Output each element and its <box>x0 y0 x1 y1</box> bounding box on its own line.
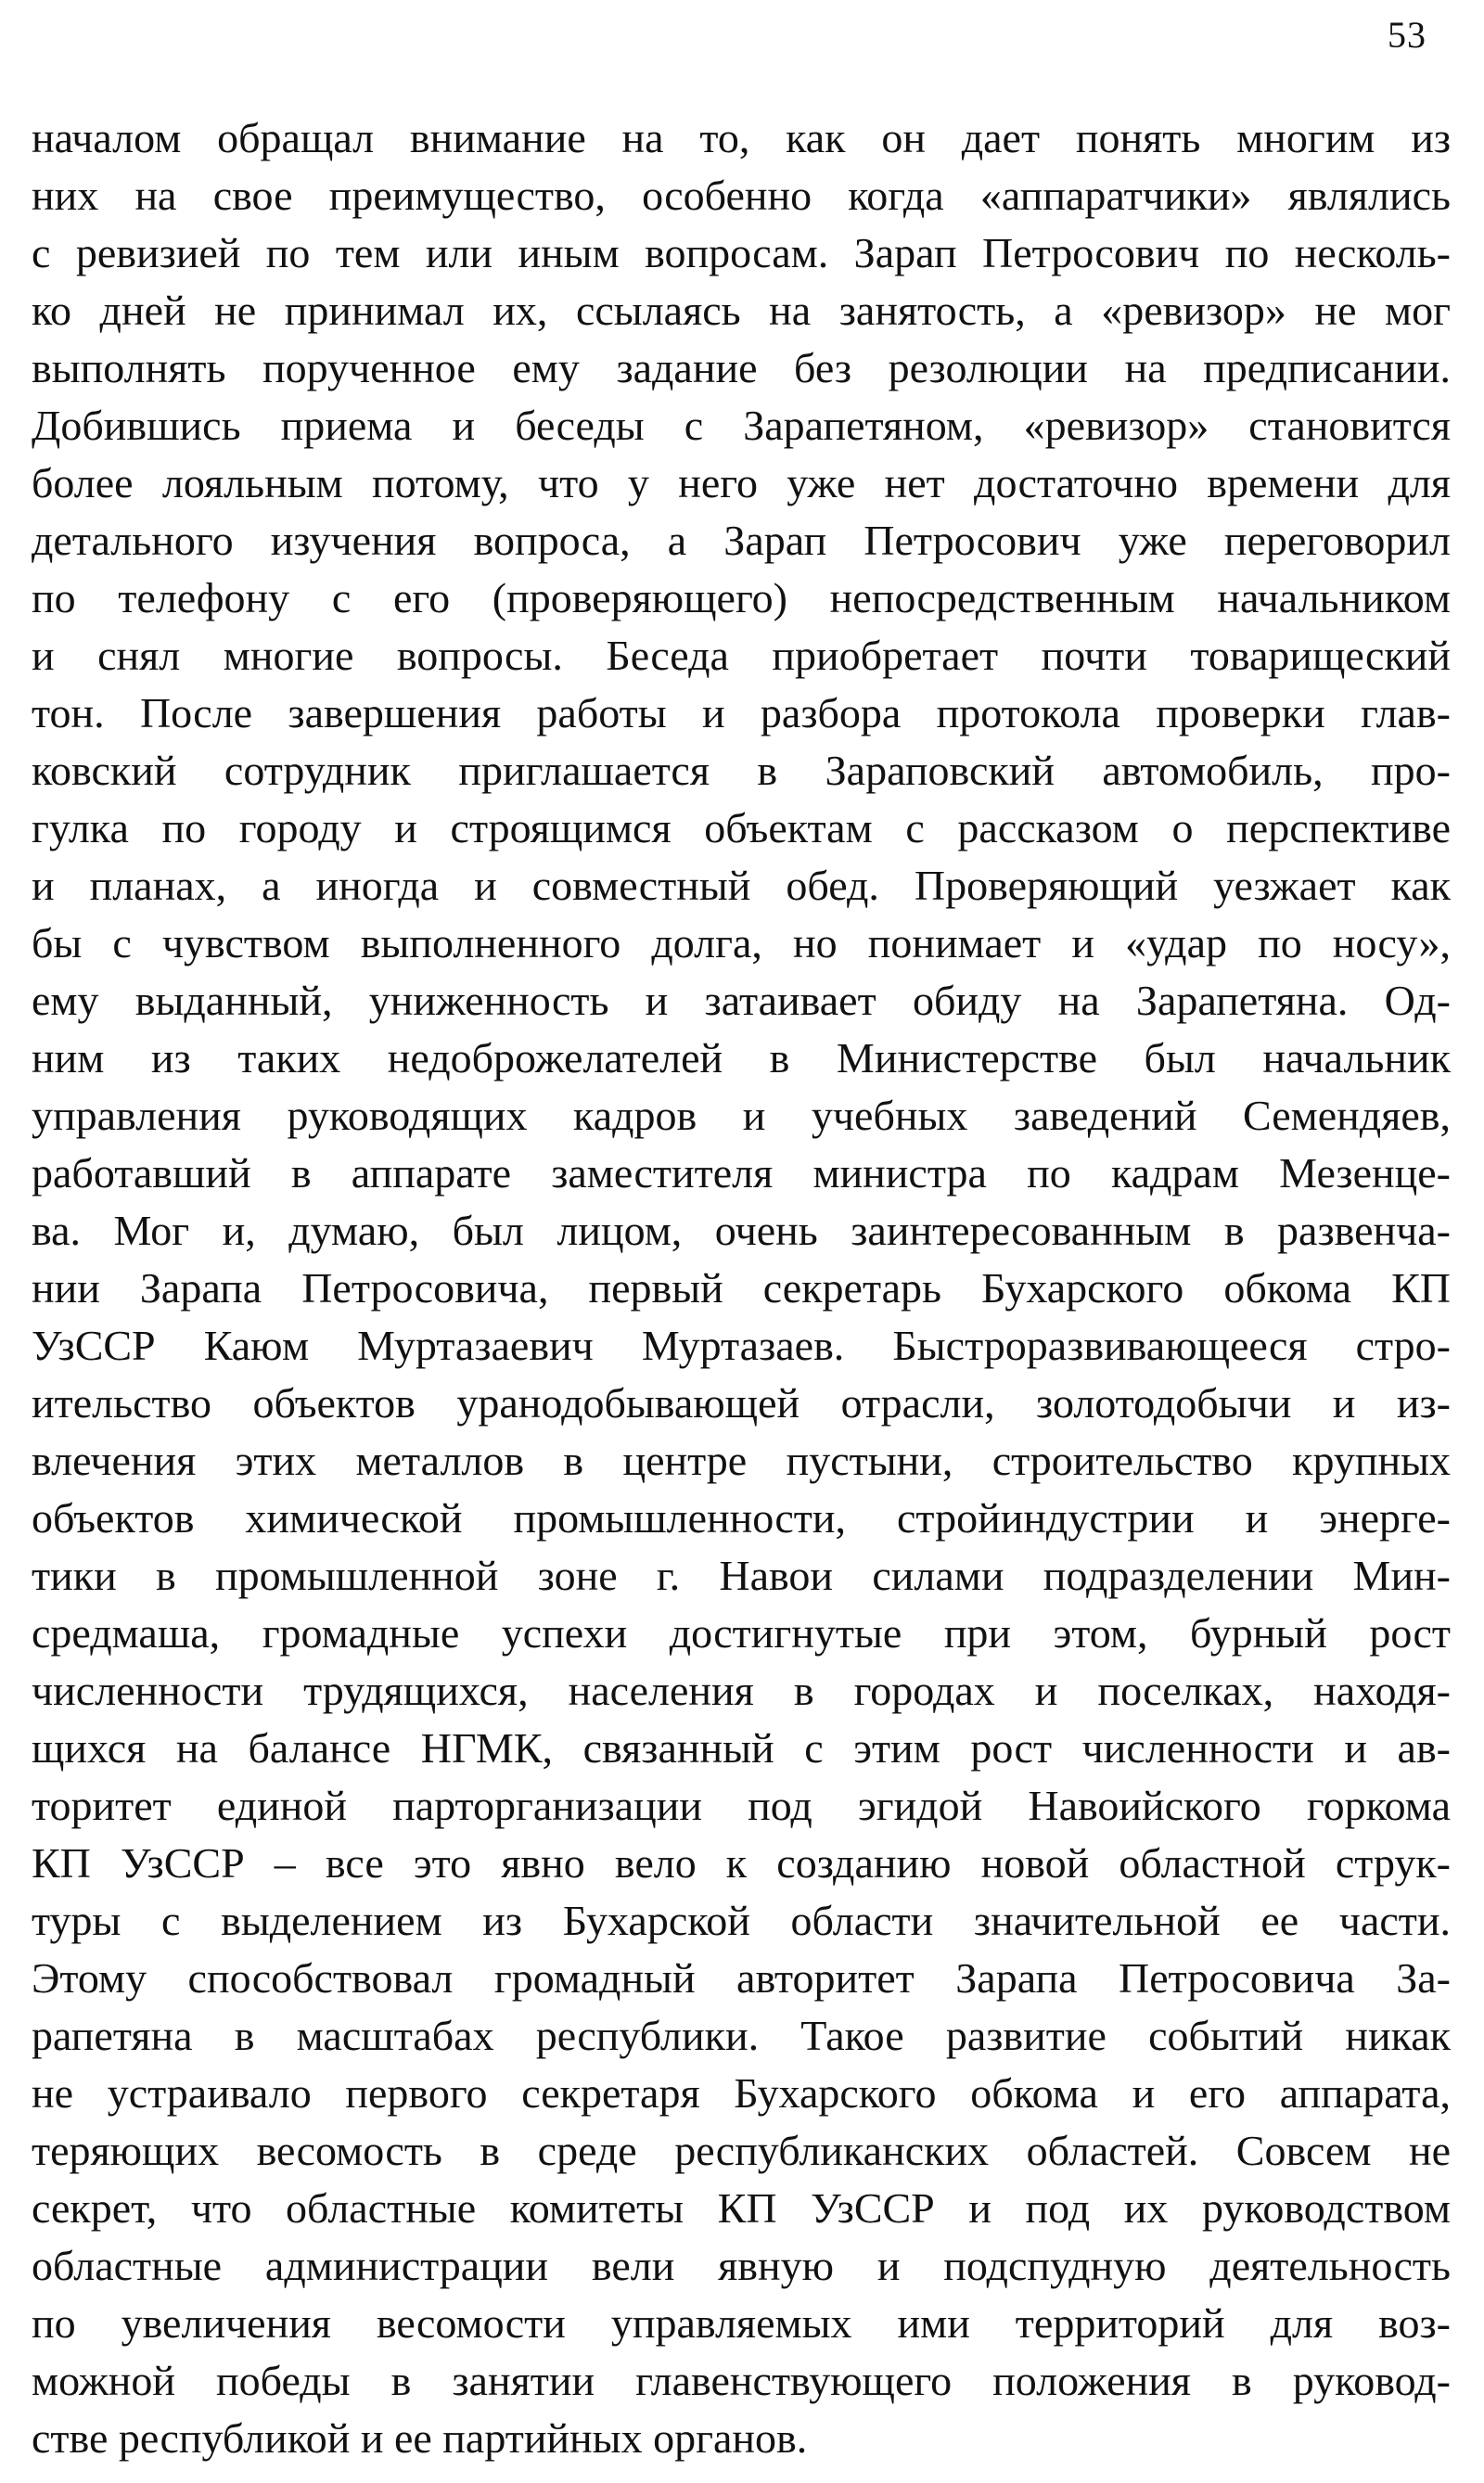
text-line: и планах, а иногда и совместный обед. Проверяющий уезжает как <box>32 862 1451 909</box>
text-line: ковский сотрудник приглашается в Зараповский автомобиль, про- <box>32 747 1451 794</box>
text-line: тон. После завершения работы и разбора протокола проверки глав- <box>32 689 1451 736</box>
text-line: Этому способствовал громадный авторитет Зарапа Петросовича За- <box>32 1954 1451 2002</box>
text-line: не устраивало первого секретаря Бухарского обкома и его аппарата, <box>32 2069 1451 2117</box>
page-number: 53 <box>1388 14 1426 56</box>
text-line: и снял многие вопросы. Беседа приобретает почти товарищеский <box>32 632 1451 679</box>
text-line: торитет единой парторганизации под эгидой Навоийского горкома <box>32 1782 1451 1829</box>
text-line: ним из таких недоброжелателей в Министерстве был начальник <box>32 1034 1451 1082</box>
body-text <box>32 109 1451 2467</box>
text-line: началом обращал внимание на то, как он дает понять многим из <box>32 114 1451 161</box>
text-line: средмаша, громадные успехи достигнутые при этом, бурный рост <box>32 1609 1451 1657</box>
text-line: влечения этих металлов в центре пустыни, строительство крупных <box>32 1437 1451 1484</box>
text-line: Добившись приема и беседы с Зарапетяном, «ревизор» становится <box>32 402 1451 449</box>
text-line: гулка по городу и строящимся объектам с рассказом о перспективе <box>32 804 1451 851</box>
text-line: работавший в аппарате заместителя министра по кадрам Мезенце- <box>32 1149 1451 1197</box>
text-line: областные администрации вели явную и подспудную деятельность <box>32 2242 1451 2289</box>
text-line: более лояльным потому, что у него уже нет достаточно времени для <box>32 459 1451 506</box>
text-line: бы с чувством выполненного долга, но понимает и «удар по носу», <box>32 919 1451 966</box>
text-line: них на свое преимущество, особенно когда «аппаратчики» являлись <box>32 172 1451 219</box>
text-line: секрет, что областные комитеты КП УзССР и под их руководством <box>32 2184 1451 2232</box>
text-line: тики в промышленной зоне г. Навои силами подразделении Мин- <box>32 1552 1451 1599</box>
text-line: выполнять порученное ему задание без резолюции на предписании. <box>32 344 1451 391</box>
text-line: объектов химической промышленности, стройиндустрии и энерге- <box>32 1494 1451 1542</box>
text-line: детального изучения вопроса, а Зарап Петросович уже переговорил <box>32 517 1451 564</box>
text-line: ительство объектов уранодобывающей отрасли, золотодобычи и из- <box>32 1379 1451 1427</box>
text-line: ва. Мог и, думаю, был лицом, очень заинтересованным в развенча- <box>32 1207 1451 1254</box>
text-line: туры с выделением из Бухарской области значительной ее части. <box>32 1897 1451 1944</box>
text-line: щихся на балансе НГМК, связанный с этим рост численности и ав- <box>32 1724 1451 1772</box>
text-line: КП УзССР – все это явно вело к созданию новой областной струк- <box>32 1839 1451 1887</box>
text-line: можной победы в занятии главенствующего положения в руковод- <box>32 2357 1451 2404</box>
text-line: рапетяна в масштабах республики. Такое развитие событий никак <box>32 2012 1451 2059</box>
text-line: управления руководящих кадров и учебных заведений Семендяев, <box>32 1092 1451 1139</box>
text-line: ко дней не принимал их, ссылаясь на занятость, а «ревизор» не мог <box>32 287 1451 334</box>
text-line: УзССР Каюм Муртазаевич Муртазаев. Быстроразвивающееся стро- <box>32 1322 1451 1369</box>
text-line: с ревизией по тем или иным вопросам. Зарап Петросович по несколь- <box>32 229 1451 276</box>
text-line: нии Зарапа Петросовича, первый секретарь Бухарского обкома КП <box>32 1264 1451 1312</box>
text-line: по увеличения весомости управляемых ими территорий для воз- <box>32 2299 1451 2347</box>
text-line: теряющих весомость в среде республиканских областей. Совсем не <box>32 2127 1451 2174</box>
text-line: по телефону с его (проверяющего) непосредственным начальником <box>32 574 1451 621</box>
text-line: численности трудящихся, населения в городах и поселках, находя- <box>32 1667 1451 1714</box>
text-line: стве республикой и ее партийных органов. <box>32 2414 808 2462</box>
text-line: ему выданный, униженность и затаивает обиду на Зарапетяна. Од- <box>32 977 1451 1024</box>
